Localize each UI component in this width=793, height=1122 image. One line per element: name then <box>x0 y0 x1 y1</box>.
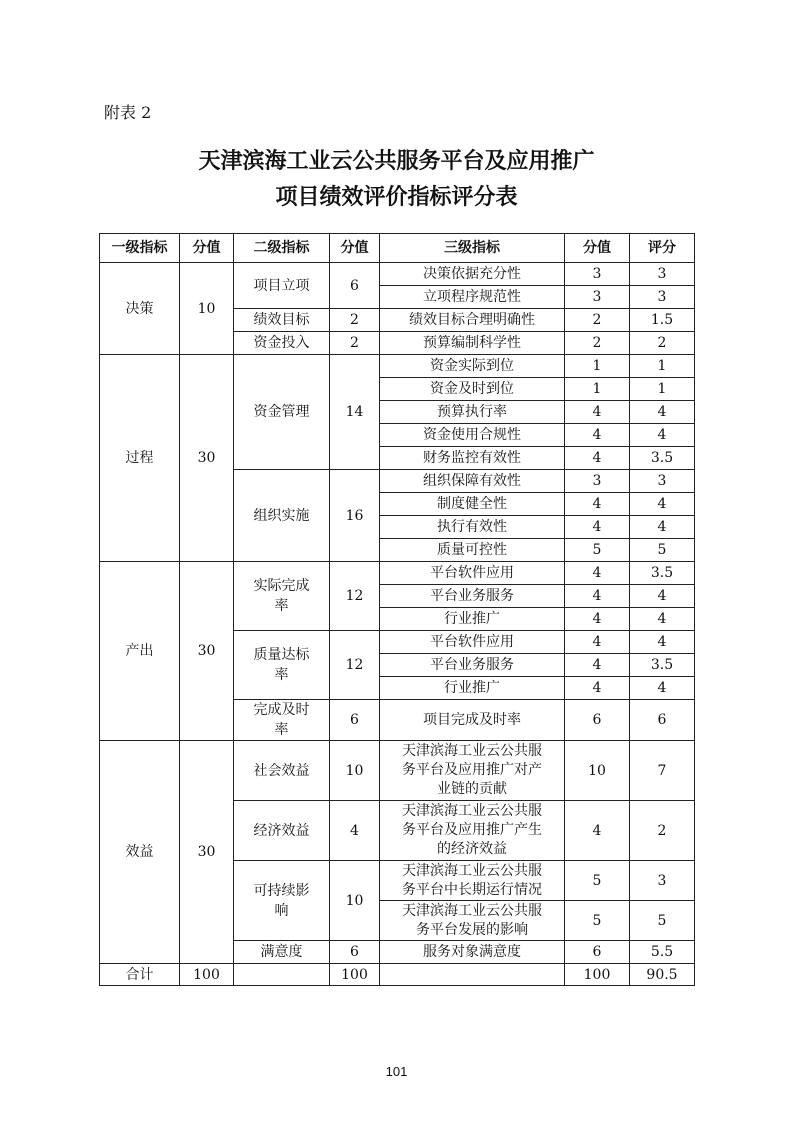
level3-name: 平台软件应用 <box>380 562 565 585</box>
level3-score: 4 <box>565 585 630 608</box>
level3-rating: 2 <box>630 801 695 861</box>
header-score3: 分值 <box>565 234 630 263</box>
level3-rating: 3 <box>630 470 695 493</box>
page-number: 101 <box>385 1064 408 1079</box>
level3-name: 资金实际到位 <box>380 355 565 378</box>
level3-name: 平台业务服务 <box>380 585 565 608</box>
document-subtitle: 项目绩效评价指标评分表 <box>275 184 518 210</box>
level2-name: 项目立项 <box>234 263 330 309</box>
level2-score: 2 <box>330 309 380 332</box>
level3-rating: 3 <box>630 861 695 901</box>
level3-rating: 2 <box>630 332 695 355</box>
total-empty-cell <box>380 964 565 986</box>
level3-score: 6 <box>565 941 630 964</box>
level3-score: 1 <box>565 378 630 401</box>
level3-name: 组织保障有效性 <box>380 470 565 493</box>
header-score1: 分值 <box>180 234 234 263</box>
level3-score: 5 <box>565 901 630 941</box>
level2-score: 12 <box>330 631 380 700</box>
level3-score: 4 <box>565 493 630 516</box>
level2-name: 可持续影 响 <box>234 861 330 941</box>
total-rating: 90.5 <box>630 964 695 986</box>
level2-name: 资金管理 <box>234 355 330 470</box>
level3-name: 预算执行率 <box>380 401 565 424</box>
level1-score: 10 <box>180 263 234 355</box>
header-level1: 一级指标 <box>100 234 180 263</box>
table-body <box>100 263 695 964</box>
level2-score: 6 <box>330 263 380 309</box>
level3-rating: 3 <box>630 263 695 286</box>
total-score2: 100 <box>330 964 380 986</box>
level3-name: 行业推广 <box>380 608 565 631</box>
level3-name: 制度健全性 <box>380 493 565 516</box>
level3-rating: 4 <box>630 608 695 631</box>
table-header-row <box>100 234 695 263</box>
level3-name: 执行有效性 <box>380 516 565 539</box>
level3-score: 4 <box>565 608 630 631</box>
total-label: 合计 <box>100 964 180 986</box>
level3-score: 2 <box>565 309 630 332</box>
table-row <box>100 263 695 286</box>
level1-score: 30 <box>180 355 234 562</box>
level3-name: 立项程序规范性 <box>380 286 565 309</box>
level3-rating: 5.5 <box>630 941 695 964</box>
level3-score: 4 <box>565 801 630 861</box>
level3-score: 4 <box>565 677 630 700</box>
level3-rating: 7 <box>630 741 695 801</box>
level3-score: 4 <box>565 447 630 470</box>
level2-name: 组织实施 <box>234 470 330 562</box>
level3-rating: 3.5 <box>630 562 695 585</box>
level3-name: 服务对象满意度 <box>380 941 565 964</box>
level3-rating: 3.5 <box>630 654 695 677</box>
level3-name: 天津滨海工业云公共服 务平台中长期运行情况 <box>380 861 565 901</box>
header-score2: 分值 <box>330 234 380 263</box>
level2-name: 绩效目标 <box>234 309 330 332</box>
level3-rating: 4 <box>630 424 695 447</box>
appendix-label: 附表 2 <box>104 103 152 122</box>
level3-name: 资金使用合规性 <box>380 424 565 447</box>
level1-score: 30 <box>180 741 234 964</box>
level1-name: 效益 <box>100 741 180 964</box>
level3-name: 天津滨海工业云公共服 务平台发展的影响 <box>380 901 565 941</box>
level3-score: 10 <box>565 741 630 801</box>
level2-score: 6 <box>330 700 380 741</box>
total-row <box>100 964 695 986</box>
level2-name: 质量达标 率 <box>234 631 330 700</box>
level3-rating: 5 <box>630 901 695 941</box>
level3-score: 4 <box>565 516 630 539</box>
level3-name: 天津滨海工业云公共服 务平台及应用推广产生 的经济效益 <box>380 801 565 861</box>
level3-name: 平台业务服务 <box>380 654 565 677</box>
level3-score: 6 <box>565 700 630 741</box>
level3-score: 4 <box>565 424 630 447</box>
header-level2: 二级指标 <box>234 234 330 263</box>
level3-name: 项目完成及时率 <box>380 700 565 741</box>
level3-score: 4 <box>565 654 630 677</box>
table-row <box>100 355 695 378</box>
level3-name: 预算编制科学性 <box>380 332 565 355</box>
level1-score: 30 <box>180 562 234 741</box>
level1-name: 过程 <box>100 355 180 562</box>
level3-score: 4 <box>565 562 630 585</box>
level3-rating: 3 <box>630 286 695 309</box>
level3-name: 财务监控有效性 <box>380 447 565 470</box>
level3-score: 5 <box>565 861 630 901</box>
level3-score: 1 <box>565 355 630 378</box>
level2-name: 资金投入 <box>234 332 330 355</box>
level2-score: 16 <box>330 470 380 562</box>
level2-name: 社会效益 <box>234 741 330 801</box>
level3-rating: 4 <box>630 493 695 516</box>
level3-name: 资金及时到位 <box>380 378 565 401</box>
evaluation-table <box>99 233 695 986</box>
total-empty-cell <box>234 964 330 986</box>
level3-score: 3 <box>565 470 630 493</box>
level3-rating: 1 <box>630 355 695 378</box>
level3-rating: 1.5 <box>630 309 695 332</box>
level3-rating: 6 <box>630 700 695 741</box>
total-score1: 100 <box>180 964 234 986</box>
level3-score: 5 <box>565 539 630 562</box>
level2-score: 6 <box>330 941 380 964</box>
level2-score: 10 <box>330 741 380 801</box>
level3-rating: 5 <box>630 539 695 562</box>
level3-rating: 3.5 <box>630 447 695 470</box>
level3-score: 4 <box>565 631 630 654</box>
level2-name: 经济效益 <box>234 801 330 861</box>
level2-score: 2 <box>330 332 380 355</box>
level2-score: 10 <box>330 861 380 941</box>
level3-name: 行业推广 <box>380 677 565 700</box>
table-row <box>100 741 695 801</box>
level3-name: 天津滨海工业云公共服 务平台及应用推广对产 业链的贡献 <box>380 741 565 801</box>
level3-rating: 4 <box>630 585 695 608</box>
level2-score: 12 <box>330 562 380 631</box>
level3-rating: 4 <box>630 401 695 424</box>
header-level3: 三级指标 <box>380 234 565 263</box>
table-row <box>100 562 695 585</box>
level3-rating: 4 <box>630 631 695 654</box>
level3-score: 4 <box>565 401 630 424</box>
level2-score: 4 <box>330 801 380 861</box>
level3-name: 质量可控性 <box>380 539 565 562</box>
document-title: 天津滨海工业云公共服务平台及应用推广 <box>198 148 595 174</box>
level3-rating: 4 <box>630 677 695 700</box>
level3-name: 绩效目标合理明确性 <box>380 309 565 332</box>
level3-rating: 1 <box>630 378 695 401</box>
level2-name: 实际完成 率 <box>234 562 330 631</box>
header-rating: 评分 <box>630 234 695 263</box>
level3-name: 平台软件应用 <box>380 631 565 654</box>
level2-name: 满意度 <box>234 941 330 964</box>
level1-name: 决策 <box>100 263 180 355</box>
level3-rating: 4 <box>630 516 695 539</box>
level3-name: 决策依据充分性 <box>380 263 565 286</box>
level3-score: 3 <box>565 263 630 286</box>
level3-score: 2 <box>565 332 630 355</box>
level3-score: 3 <box>565 286 630 309</box>
total-score3: 100 <box>565 964 630 986</box>
level1-name: 产出 <box>100 562 180 741</box>
level2-score: 14 <box>330 355 380 470</box>
level2-name: 完成及时 率 <box>234 700 330 741</box>
